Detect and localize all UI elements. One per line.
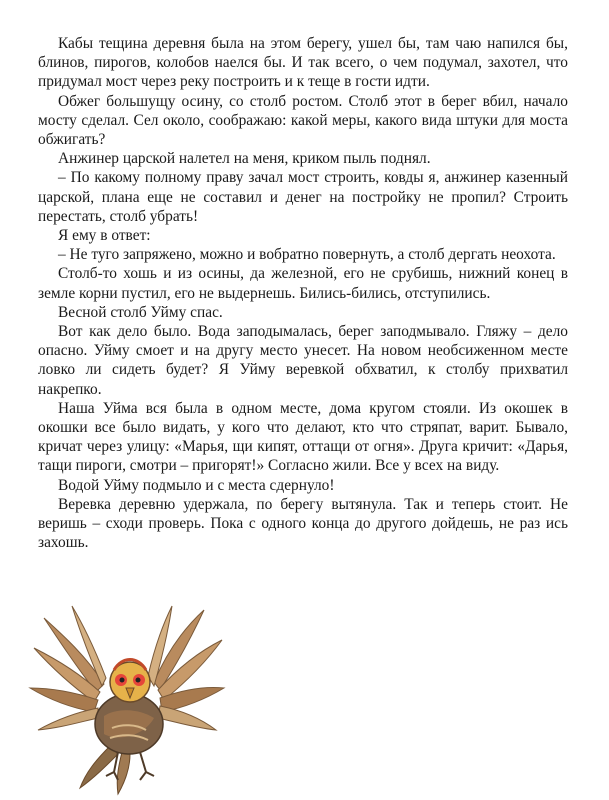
left-wing <box>30 606 106 730</box>
paragraph: – Не туго запряжено, можно и вобратно повернуть, а столб дергать неохота. <box>58 246 556 264</box>
paragraph: Обжег большущу осину, со столб ростом. Столб этот в берег вбил, начало мосту сделал. Сел около, соображаю: какой меры, какого вида штуки для моста обжигать? <box>38 92 568 149</box>
bird-illustration-icon <box>26 596 226 796</box>
paragraph: – По какому полному праву зачал мост строить, ковды я, анжинер казенный царской, плана еще не составил и денег на постройку не пропил? Строить перестать, столб убрать! <box>38 169 568 225</box>
paragraph: Весной столб Уйму спас. <box>58 303 223 321</box>
paragraph: Вот как дело было. Вода заподымалась, берег заподмывало. Гляжу – дело опасно. Уйму смоет и на другу место унесет. На новом необсиженном месте ловко ли сидеть будет? Я Уйму веревкой обхватил, к столбу прихватил накрепко. <box>38 323 568 398</box>
story-text <box>38 34 568 552</box>
paragraph: Наша Уйма вся была в одном месте, дома кругом стояли. Из окошек в окошки все было видать, у кого что делают, кто что стряпат, варит. Бывало, кричат через улицу: «Марья, щи кипят, оттащи от огня». Друга кричит: «Дарья, тащи пироги, смотри – пригорят!» Согласно жили. Все у всех на виду. <box>38 399 568 475</box>
paragraph: Веревка деревню удержала, по берегу вытянула. Так и теперь стоит. Не веришь – сходи проверь. Пока с одного конца до другого дойдешь, не раз ись захошь. <box>38 495 568 552</box>
paragraph: Столб-то хошь и из осины, да железной, его не срубишь, нижний конец в земле корни пустил, его не выдернешь. Бились-бились, отступились. <box>38 265 568 302</box>
paragraph: Водой Уйму подмыло и с места сдернуло! <box>58 476 335 494</box>
paragraph: Кабы тещина деревня была на этом берегу, ушел бы, там чаю напился бы, блинов, пирогов, колобов наелся бы. И так всего, о чем подумал, захотел, что придумал мост через реку построить и к теще в гости идти. <box>38 35 568 91</box>
paragraph: Анжинер царской налетел на меня, криком пыль поднял. <box>58 150 431 168</box>
paragraph: Я ему в ответ: <box>58 227 151 245</box>
